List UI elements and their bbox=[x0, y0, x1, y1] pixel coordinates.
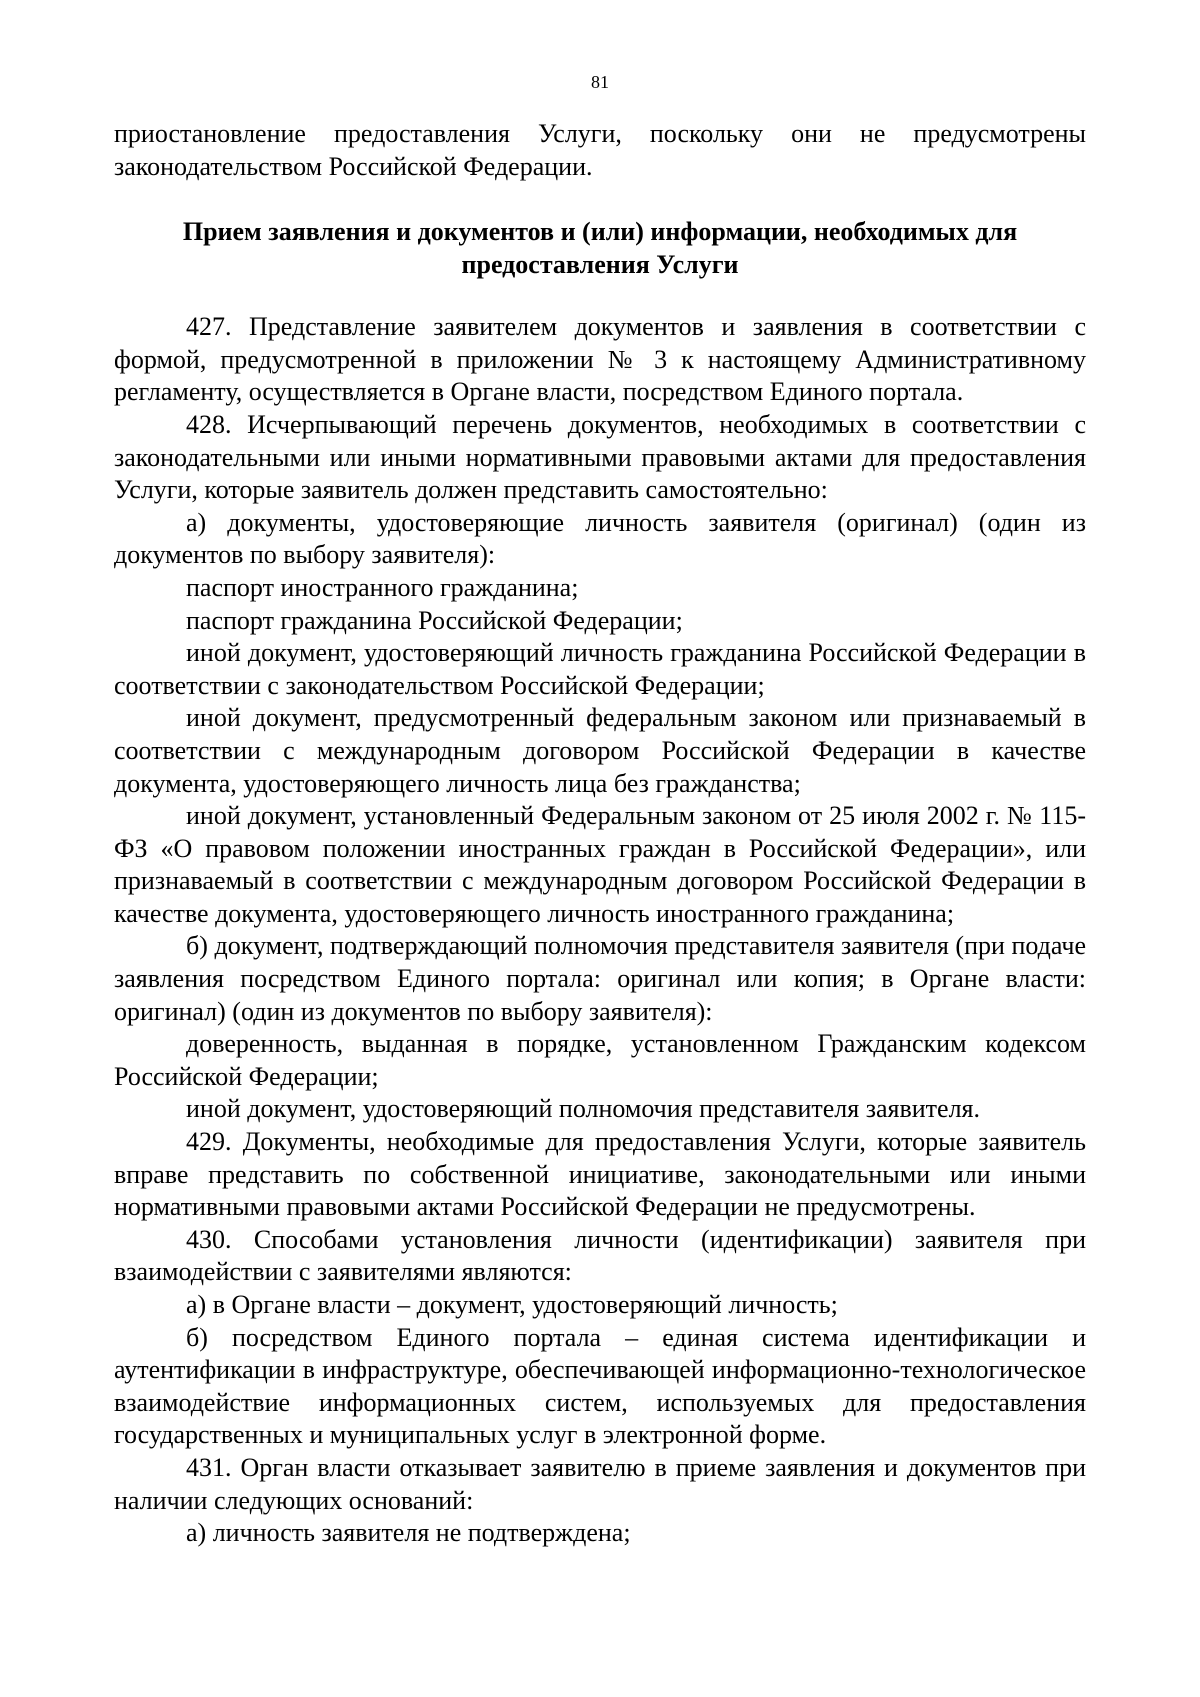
list-item: а) в Органе власти – документ, удостоверяющий личность; bbox=[186, 1290, 838, 1319]
list-item: паспорт гражданина Российской Федерации; bbox=[186, 605, 683, 635]
paragraph: приостановление предоставления Услуги, поскольку они не предусмотрены законодательством Российской Федерации. bbox=[114, 119, 1086, 181]
section-title: Прием заявления и документов и (или) информации, необходимых для предоставления Услуги bbox=[182, 217, 1018, 280]
list-item: иной документ, удостоверяющий полномочия представителя заявителя. bbox=[186, 1094, 981, 1124]
list-item: доверенность, выданная в порядке, установленном Гражданским кодексом Российской Федерации; bbox=[114, 1029, 1086, 1091]
paragraph-428: 428. Исчерпывающий перечень документов, необходимых в соответствии с законодательными или иными нормативными правовыми актами для предоставления Услуги, которые заявитель должен представить самостоятельно: bbox=[114, 409, 1086, 505]
paragraph-430: 430. Способами установления личности (идентификации) заявителя при взаимодействии с заявителями являются: bbox=[114, 1224, 1086, 1287]
page-number: 81 bbox=[591, 72, 609, 92]
list-item: б) документ, подтверждающий полномочия представителя заявителя (при подаче заявления посредством Единого портала: оригинал или копия; в Органе власти: оригинал) (один из документов по выбору заявителя): bbox=[114, 931, 1086, 1026]
paragraph-431: 431. Орган власти отказывает заявителю в приеме заявления и документов при наличии следующих оснований: bbox=[114, 1452, 1086, 1515]
list-item: б) посредством Единого портала – единая система идентификации и аутентификации в инфраструктуре, обеспечивающей информационно-технологическое взаимодействие информационных систем, используемых для предоставления государственных и муниципальных услуг в электронной форме. bbox=[114, 1322, 1086, 1450]
paragraph-427: 427. Представление заявителем документов и заявления в соответствии с формой, предусмотренной в приложении № 3 к настоящему Административному регламенту, осуществляется в Органе власти, посредством Единого портала. bbox=[114, 312, 1086, 407]
paragraph-429: 429. Документы, необходимые для предоставления Услуги, которые заявитель вправе представить по собственной инициативе, законодательными или иными нормативными правовыми актами Российской Федерации не предусмотрены. bbox=[114, 1127, 1086, 1222]
list-item: а) документы, удостоверяющие личность заявителя (оригинал) (один из документов по выбору заявителя): bbox=[114, 507, 1086, 570]
list-item: а) личность заявителя не подтверждена; bbox=[186, 1518, 631, 1548]
list-item: иной документ, установленный Федеральным законом от 25 июля 2002 г. № 115-ФЗ «О правовом положении иностранных граждан в Российской Федерации», или признаваемый в соответствии с международным договором Российской Федерации в качестве документа, удостоверяющего личность иностранного гражданина; bbox=[114, 801, 1086, 928]
document-body bbox=[114, 118, 1086, 1550]
list-item: иной документ, удостоверяющий личность гражданина Российской Федерации в соответствии с законодательством Российской Федерации; bbox=[114, 638, 1086, 700]
list-item: иной документ, предусмотренный федеральным законом или признаваемый в соответствии с международным договором Российской Федерации в качестве документа, удостоверяющего личность лица без гражданства; bbox=[114, 703, 1086, 798]
list-item: паспорт иностранного гражданина; bbox=[186, 572, 579, 602]
